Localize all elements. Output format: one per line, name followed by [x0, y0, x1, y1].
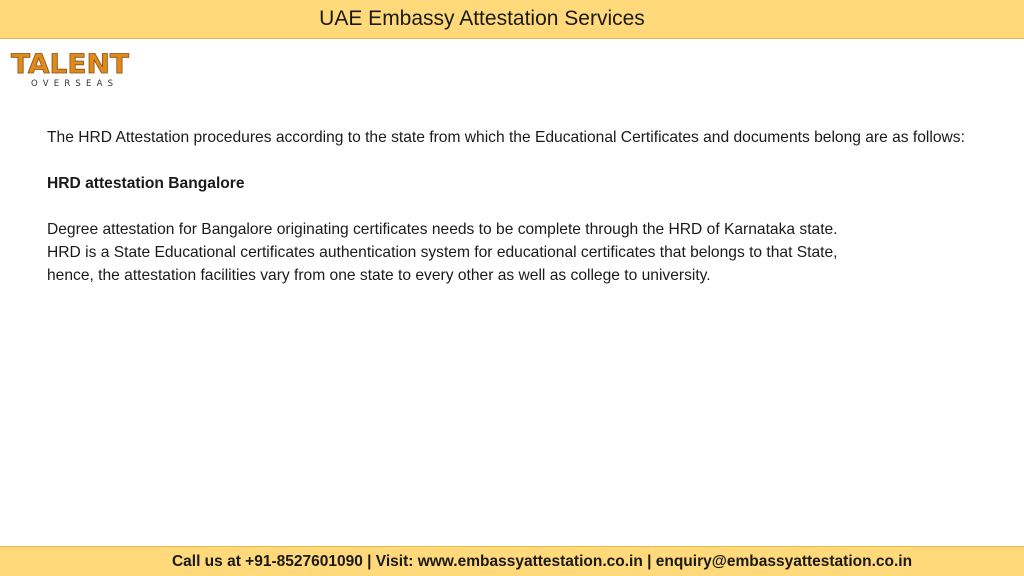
footer-bar: [0, 546, 1024, 576]
header-bar: [0, 0, 1024, 39]
main-content: [47, 126, 977, 287]
body-line-2: HRD is a State Educational certificates authentication system for educational certificates that belongs to that State,: [47, 244, 838, 261]
intro-paragraph: The HRD Attestation procedures according to the state from which the Educational Certificates and documents belong are as follows:: [47, 129, 965, 146]
section-heading: HRD attestation Bangalore: [47, 175, 245, 192]
page-title: UAE Embassy Attestation Services: [319, 7, 645, 30]
body-line-3: hence, the attestation facilities vary from one state to every other as well as college to university.: [47, 267, 711, 284]
logo-main-text: TALENT: [11, 49, 130, 80]
logo-sub-text: OVERSEAS: [31, 79, 119, 89]
footer-contact: Call us at +91-8527601090 | Visit: www.embassyattestation.co.in | enquiry@embassyattestation.co.in: [171, 553, 913, 570]
body-line-1: Degree attestation for Bangalore originating certificates needs to be complete through the HRD of Karnataka state.: [47, 221, 838, 238]
talent-overseas-logo: [9, 46, 133, 92]
